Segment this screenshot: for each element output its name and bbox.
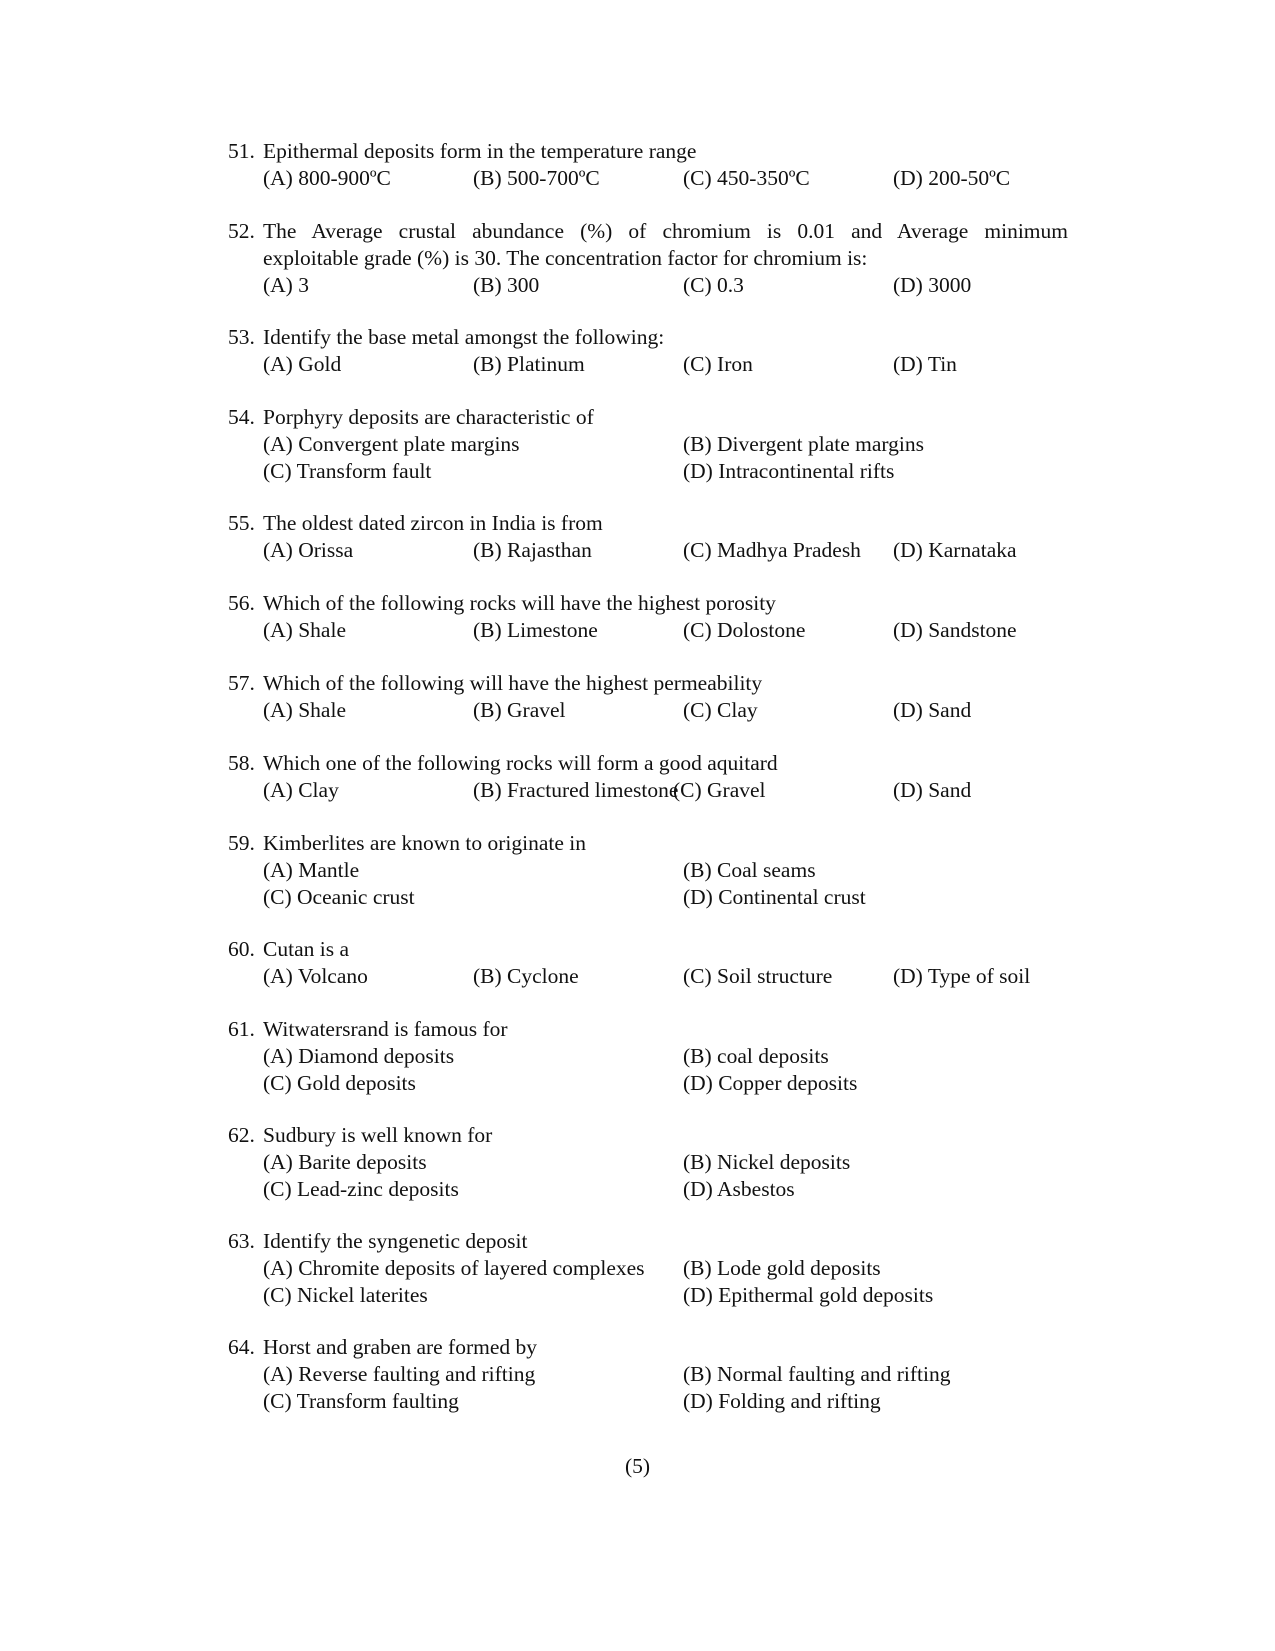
question-number: 53. [228, 325, 255, 349]
options-row [228, 963, 1068, 990]
question-stem [228, 1334, 1068, 1361]
option-d: (D) Karnataka [893, 538, 1017, 562]
option-b: (B) Platinum [473, 352, 585, 376]
options-row [228, 777, 1068, 804]
options-row-2 [228, 1282, 1068, 1309]
option-b: (B) Lode gold deposits [683, 1256, 881, 1280]
option-d: (D) 200-50ºC [893, 166, 1011, 190]
question-53 [228, 324, 1068, 378]
question-text: Witwatersrand is famous for [263, 1017, 508, 1041]
option-c: (C) Madhya Pradesh [683, 538, 861, 562]
question-number: 54. [228, 405, 255, 429]
option-b: (B) 500-700ºC [473, 166, 600, 190]
question-57 [228, 670, 1068, 724]
option-a: (A) Orissa [263, 538, 354, 562]
option-d: (D) 3000 [893, 273, 972, 297]
option-b: (B) Coal seams [683, 858, 816, 882]
option-c: (C) Clay [683, 698, 758, 722]
options-row-1 [228, 1149, 1068, 1176]
option-c: (C) 450-350ºC [683, 166, 810, 190]
question-text: The oldest dated zircon in India is from [263, 511, 603, 535]
question-text: Which of the following will have the highest permeability [263, 671, 763, 695]
option-b: (B) Gravel [473, 698, 566, 722]
question-stem-continued [228, 245, 1068, 272]
option-d: (D) Intracontinental rifts [683, 459, 895, 483]
option-d: (D) Sandstone [893, 618, 1017, 642]
question-number: 59. [228, 831, 255, 855]
question-stem [228, 218, 1068, 245]
option-d: (D) Sand [893, 698, 972, 722]
question-62 [228, 1122, 1068, 1203]
question-text-line-2: exploitable grade (%) is 30. The concentration factor for chromium is: [263, 246, 868, 270]
options-row-2 [228, 458, 1068, 485]
question-number: 60. [228, 937, 255, 961]
question-54 [228, 404, 1068, 485]
option-b: (B) Nickel deposits [683, 1150, 851, 1174]
option-a: (A) Gold [263, 352, 342, 376]
option-d: (D) Folding and rifting [683, 1389, 881, 1413]
question-number: 61. [228, 1017, 255, 1041]
question-stem [228, 1122, 1068, 1149]
options-row [228, 697, 1068, 724]
question-text: Epithermal deposits form in the temperature range [263, 139, 697, 163]
question-61 [228, 1016, 1068, 1097]
question-number: 55. [228, 511, 255, 535]
option-a: (A) Clay [263, 778, 339, 802]
question-text: Which one of the following rocks will form a good aquitard [263, 751, 778, 775]
question-number: 57. [228, 671, 255, 695]
options-row-2 [228, 1176, 1068, 1203]
page-number: (5) [624, 1454, 651, 1478]
question-56 [228, 590, 1068, 644]
question-text: Which of the following rocks will have the highest porosity [263, 591, 776, 615]
option-a: (A) 3 [263, 273, 309, 297]
option-c: (C) Transform fault [263, 459, 432, 483]
option-a: (A) Volcano [263, 964, 368, 988]
question-text: Cutan is a [263, 937, 349, 961]
question-text: Porphyry deposits are characteristic of [263, 405, 594, 429]
option-c: (C) Gold deposits [263, 1071, 416, 1095]
option-c: (C) Oceanic crust [263, 885, 415, 909]
options-row-1 [228, 857, 1068, 884]
question-stem [228, 324, 1068, 351]
option-d: (D) Type of soil [893, 964, 1031, 988]
question-number: 64. [228, 1335, 255, 1359]
option-a: (A) Reverse faulting and rifting [263, 1362, 536, 1386]
option-c: (C) Soil structure [683, 964, 833, 988]
option-a: (A) Mantle [263, 858, 360, 882]
options-row-1 [228, 431, 1068, 458]
option-a: (A) Convergent plate margins [263, 432, 520, 456]
question-text: Kimberlites are known to originate in [263, 831, 587, 855]
question-63 [228, 1228, 1068, 1309]
option-a: (A) Chromite deposits of layered complexes [263, 1256, 645, 1280]
option-b: (B) Fractured limestone [473, 778, 679, 802]
question-52 [228, 218, 1068, 299]
option-c: (C) Gravel [673, 778, 766, 802]
question-text: Sudbury is well known for [263, 1123, 493, 1147]
option-d: (D) Sand [893, 778, 972, 802]
question-stem [228, 138, 1068, 165]
option-c: (C) Transform faulting [263, 1389, 459, 1413]
option-c: (C) 0.3 [683, 273, 744, 297]
option-b: (B) 300 [473, 273, 540, 297]
question-64 [228, 1334, 1068, 1415]
option-d: (D) Tin [893, 352, 957, 376]
question-stem [228, 510, 1068, 537]
question-stem [228, 830, 1068, 857]
option-c: (C) Lead-zinc deposits [263, 1177, 459, 1201]
options-row-1 [228, 1361, 1068, 1388]
options-row-1 [228, 1043, 1068, 1070]
question-stem [228, 590, 1068, 617]
option-d: (D) Copper deposits [683, 1071, 858, 1095]
option-a: (A) Barite deposits [263, 1150, 427, 1174]
option-a: (A) Shale [263, 618, 346, 642]
options-row [228, 351, 1068, 378]
option-a: (A) Shale [263, 698, 346, 722]
options-row [228, 165, 1068, 192]
question-59 [228, 830, 1068, 911]
option-b: (B) Rajasthan [473, 538, 592, 562]
question-stem [228, 1228, 1068, 1255]
options-row [228, 272, 1068, 299]
options-row-2 [228, 1070, 1068, 1097]
question-stem [228, 404, 1068, 431]
options-row [228, 617, 1068, 644]
option-c: (C) Dolostone [683, 618, 806, 642]
question-text: Horst and graben are formed by [263, 1335, 538, 1359]
option-a: (A) Diamond deposits [263, 1044, 455, 1068]
option-b: (B) Cyclone [473, 964, 579, 988]
options-row-1 [228, 1255, 1068, 1282]
question-number: 51. [228, 139, 255, 163]
option-b: (B) Normal faulting and rifting [683, 1362, 951, 1386]
question-number: 62. [228, 1123, 255, 1147]
option-a: (A) 800-900ºC [263, 166, 391, 190]
question-number: 52. [228, 219, 255, 243]
option-c: (C) Iron [683, 352, 753, 376]
option-b: (B) Divergent plate margins [683, 432, 925, 456]
question-number: 56. [228, 591, 255, 615]
option-c: (C) Nickel laterites [263, 1283, 428, 1307]
question-stem [228, 1016, 1068, 1043]
question-stem [228, 670, 1068, 697]
options-row [228, 537, 1068, 564]
options-row-2 [228, 884, 1068, 911]
question-number: 58. [228, 751, 255, 775]
question-text: Identify the base metal amongst the following: [263, 325, 665, 349]
option-b: (B) Limestone [473, 618, 598, 642]
question-stem [228, 936, 1068, 963]
options-row-2 [228, 1388, 1068, 1415]
question-number: 63. [228, 1229, 255, 1253]
option-d: (D) Continental crust [683, 885, 866, 909]
question-stem [228, 750, 1068, 777]
option-d: (D) Asbestos [683, 1177, 795, 1201]
question-58 [228, 750, 1068, 804]
question-51 [228, 138, 1068, 192]
option-b: (B) coal deposits [683, 1044, 829, 1068]
question-text: Identify the syngenetic deposit [263, 1229, 528, 1253]
question-60 [228, 936, 1068, 990]
option-d: (D) Epithermal gold deposits [683, 1283, 934, 1307]
question-55 [228, 510, 1068, 564]
question-text-line-1: The Average crustal abundance (%) of chromium is 0.01 and Average minimum [263, 219, 1068, 243]
